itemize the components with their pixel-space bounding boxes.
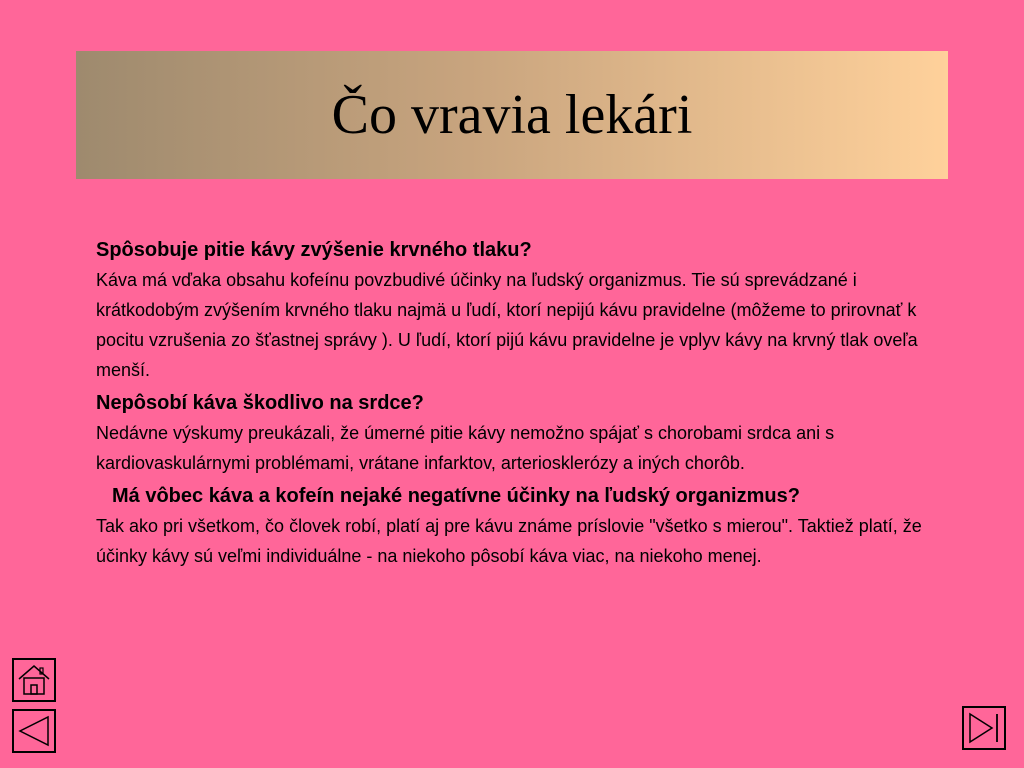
answer-1: Káva má vďaka obsahu kofeínu povzbudivé účinky na ľudský organizmus. Tie sú sprevádzané i krátkodobým zvýšením krvného tlaku najmä u ľudí, ktorí nepijú kávu pravidelne (môžeme to prirovnať k pocitu vzrušenia zo šťastnej správy ). U ľudí, ktorí pijú kávu pravidelne je vplyv kávy na krvný tlak oveľa menší. xyxy=(96,270,918,380)
home-button[interactable] xyxy=(12,658,56,702)
end-triangle-icon xyxy=(967,711,1001,745)
question-3: Má vôbec káva a kofeín nejaké negatívne účinky na ľudský organizmus? xyxy=(112,485,800,507)
question-2: Nepôsobí káva škodlivo na srdce? xyxy=(96,392,424,414)
answer-3: Tak ako pri všetkom, čo človek robí, platí aj pre kávu známe príslovie "všetko s mierou". Taktiež platí, že účinky kávy sú veľmi individuálne - na niekoho pôsobí káva viac, na niekoho menej. xyxy=(96,516,922,566)
back-button[interactable] xyxy=(12,709,56,753)
title-banner xyxy=(76,51,948,179)
end-button[interactable] xyxy=(962,706,1006,750)
home-icon xyxy=(17,663,51,697)
answer-2: Nedávne výskumy preukázali, že úmerné pitie kávy nemožno spájať s chorobami srdca ani s kardiovaskulárnymi problémami, vrátane infarktov, arteriosklerózy a iných chorôb. xyxy=(96,423,835,473)
back-triangle-icon xyxy=(17,714,51,748)
question-1: Spôsobuje pitie kávy zvýšenie krvného tlaku? xyxy=(96,239,532,261)
slide-content xyxy=(96,236,956,575)
slide-title: Čo vravia lekári xyxy=(331,84,693,146)
